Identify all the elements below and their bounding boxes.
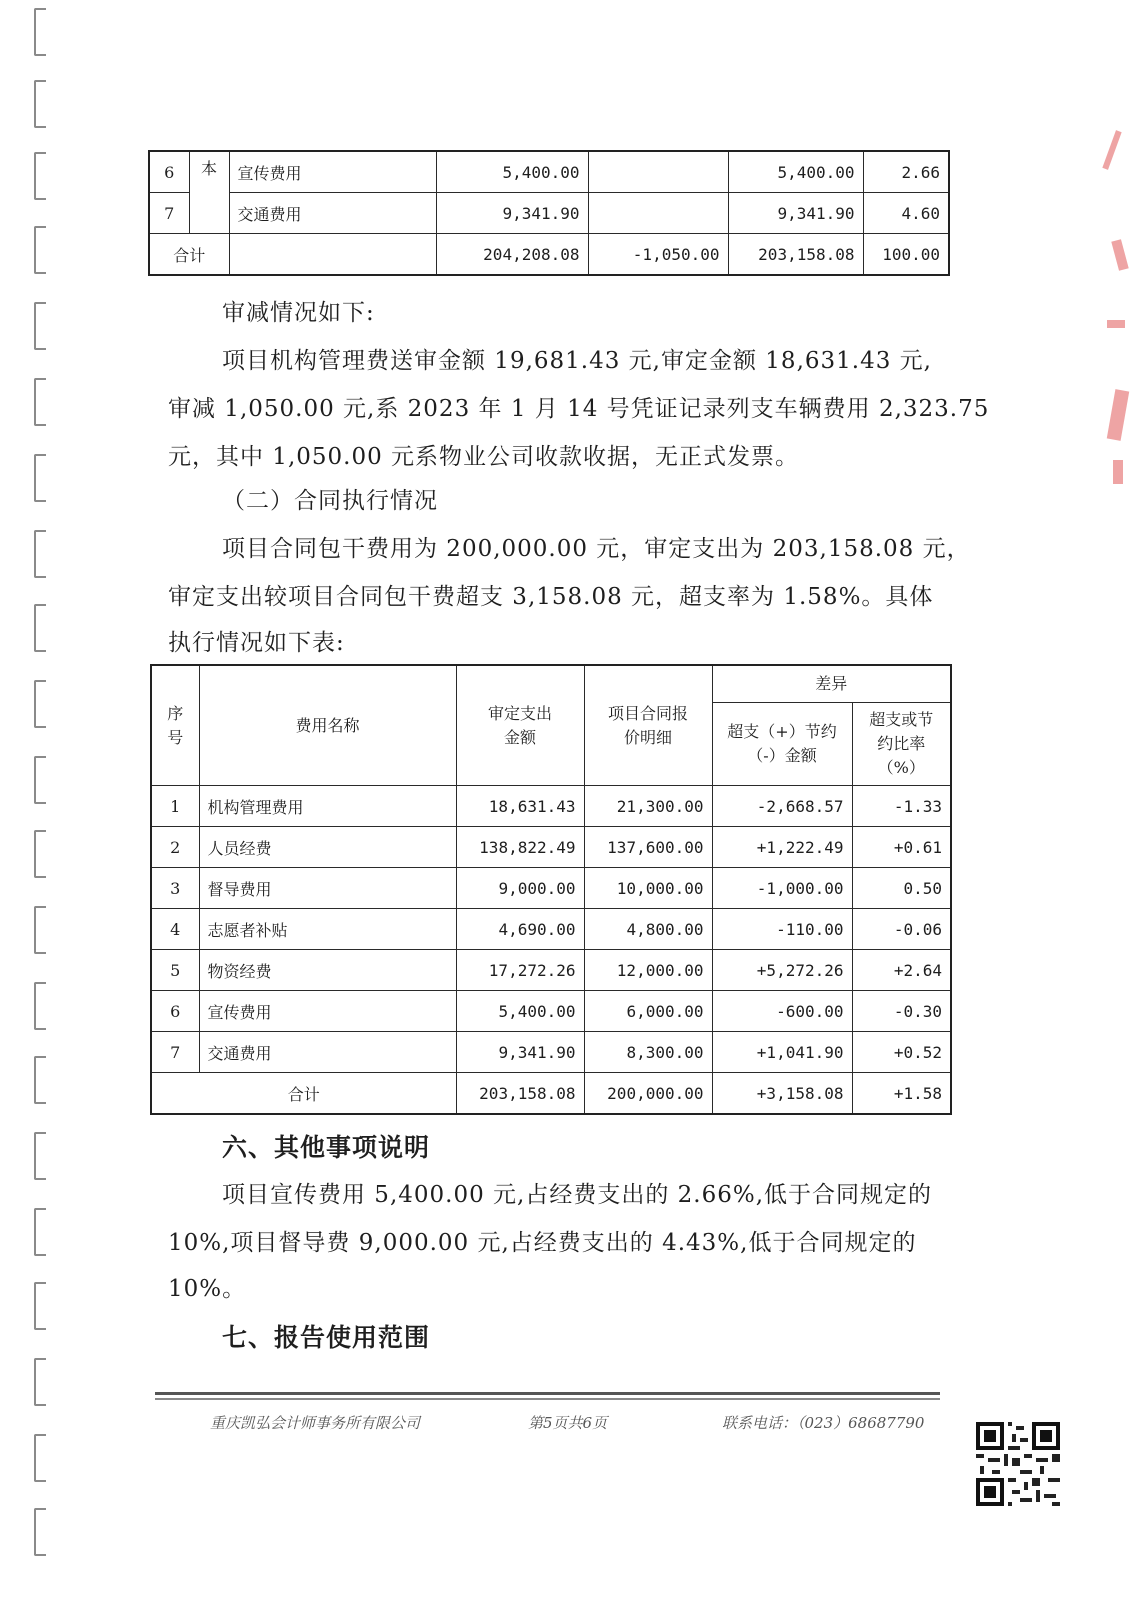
paragraph-line: 项目机构管理费送审金额 19,681.43 元,审定金额 18,631.43 元,	[222, 348, 932, 374]
qr-code-icon	[972, 1418, 1064, 1510]
row-name: 督导费用	[199, 868, 456, 909]
subsection-title: （二）合同执行情况	[222, 488, 438, 514]
paragraph-line: 审定支出较项目合同包干费超支 3,158.08 元，超支率为 1.58%。具体	[168, 584, 934, 610]
row-reduction	[588, 193, 728, 234]
table-row	[151, 868, 951, 909]
row-group: 本	[189, 151, 229, 234]
row-diff: -1,000.00	[712, 868, 852, 909]
row-diff: +1,222.49	[712, 827, 852, 868]
row-name: 宣传费用	[199, 991, 456, 1032]
reduction-intro: 审减情况如下:	[222, 300, 375, 326]
total-diff: +3,158.08	[712, 1073, 852, 1115]
binding-holes	[30, 0, 52, 1600]
footer-phone: 联系电话：（023）68687790	[722, 1414, 925, 1432]
row-contract: 8,300.00	[584, 1032, 712, 1073]
row-no: 7	[151, 1032, 199, 1073]
total-pct: 100.00	[863, 234, 949, 276]
paragraph-line: 10%。	[168, 1276, 247, 1302]
row-ratio: +2.64	[852, 950, 951, 991]
row-approved: 18,631.43	[456, 786, 584, 827]
row-ratio: 0.50	[852, 868, 951, 909]
total-submitted: 204,208.08	[436, 234, 588, 276]
table-row	[149, 151, 949, 193]
audit-table-continued	[148, 150, 950, 276]
table-row	[149, 193, 949, 234]
table-row	[151, 909, 951, 950]
header-approved: 审定支出 金额	[456, 665, 584, 786]
row-no: 6	[151, 991, 199, 1032]
paragraph-line: 项目宣传费用 5,400.00 元,占经费支出的 2.66%,低于合同规定的	[222, 1182, 933, 1208]
paragraph-line: 执行情况如下表:	[168, 630, 345, 656]
row-diff: -600.00	[712, 991, 852, 1032]
row-diff: -110.00	[712, 909, 852, 950]
footer-divider	[155, 1392, 940, 1395]
header-diff-ratio: 超支或节 约比率 （%）	[852, 703, 951, 786]
row-ratio: +0.61	[852, 827, 951, 868]
paragraph-line: 元，其中 1,050.00 元系物业公司收款收据，无正式发票。	[168, 444, 800, 470]
row-ratio: -0.30	[852, 991, 951, 1032]
row-no: 2	[151, 827, 199, 868]
footer-page-number: 第5页共6页	[528, 1414, 608, 1432]
row-approved: 9,000.00	[456, 868, 584, 909]
row-no: 1	[151, 786, 199, 827]
section-heading-report-scope: 七、报告使用范围	[222, 1323, 431, 1352]
total-reduction: -1,050.00	[588, 234, 728, 276]
row-no: 5	[151, 950, 199, 991]
row-pct: 4.60	[863, 193, 949, 234]
total-approved: 203,158.08	[728, 234, 863, 276]
row-name: 交通费用	[199, 1032, 456, 1073]
row-diff: +5,272.26	[712, 950, 852, 991]
footer-divider	[155, 1398, 940, 1400]
row-approved: 5,400.00	[456, 991, 584, 1032]
footer-company: 重庆凯弘会计师事务所有限公司	[210, 1414, 421, 1432]
row-approved: 9,341.90	[456, 1032, 584, 1073]
row-name: 物资经费	[199, 950, 456, 991]
row-approved: 9,341.90	[728, 193, 863, 234]
section-heading-other-matters: 六、其他事项说明	[222, 1133, 431, 1162]
total-label: 合计	[149, 234, 229, 276]
total-ratio: +1.58	[852, 1073, 951, 1115]
table-total-row	[149, 234, 949, 276]
paragraph-line: 审减 1,050.00 元,系 2023 年 1 月 14 号凭证记录列支车辆费用 2,323.75	[168, 396, 990, 422]
total-label: 合计	[151, 1073, 456, 1115]
row-contract: 21,300.00	[584, 786, 712, 827]
row-approved: 17,272.26	[456, 950, 584, 991]
table-row	[151, 991, 951, 1032]
header-diff: 差异	[712, 665, 951, 703]
table-row	[151, 1032, 951, 1073]
row-name: 交通费用	[229, 193, 436, 234]
paragraph-line: 10%,项目督导费 9,000.00 元,占经费支出的 4.43%,低于合同规定的	[168, 1230, 917, 1256]
row-approved: 138,822.49	[456, 827, 584, 868]
row-name: 机构管理费用	[199, 786, 456, 827]
row-ratio: +0.52	[852, 1032, 951, 1073]
row-name: 志愿者补贴	[199, 909, 456, 950]
header-contract: 项目合同报 价明细	[584, 665, 712, 786]
row-contract: 137,600.00	[584, 827, 712, 868]
table-row	[151, 786, 951, 827]
row-contract: 10,000.00	[584, 868, 712, 909]
row-submitted: 5,400.00	[436, 151, 588, 193]
table-row	[151, 827, 951, 868]
paragraph-line: 项目合同包干费用为 200,000.00 元，审定支出为 203,158.08 元，	[222, 536, 971, 562]
row-reduction	[588, 151, 728, 193]
row-no: 7	[149, 193, 189, 234]
row-ratio: -1.33	[852, 786, 951, 827]
row-diff: -2,668.57	[712, 786, 852, 827]
row-submitted: 9,341.90	[436, 193, 588, 234]
row-contract: 6,000.00	[584, 991, 712, 1032]
total-approved: 203,158.08	[456, 1073, 584, 1115]
table-header-row	[151, 665, 951, 703]
row-name: 宣传费用	[229, 151, 436, 193]
seal-stamp	[1101, 120, 1131, 500]
row-no: 3	[151, 868, 199, 909]
row-name: 人员经费	[199, 827, 456, 868]
row-no: 6	[149, 151, 189, 193]
row-diff: +1,041.90	[712, 1032, 852, 1073]
row-ratio: -0.06	[852, 909, 951, 950]
table-row	[151, 950, 951, 991]
table-total-row	[151, 1073, 951, 1115]
row-approved: 5,400.00	[728, 151, 863, 193]
total-contract: 200,000.00	[584, 1073, 712, 1115]
contract-execution-table	[150, 664, 952, 1115]
row-approved: 4,690.00	[456, 909, 584, 950]
row-contract: 4,800.00	[584, 909, 712, 950]
row-contract: 12,000.00	[584, 950, 712, 991]
row-no: 4	[151, 909, 199, 950]
header-diff-amount: 超支（+）节约 （-）金额	[712, 703, 852, 786]
header-name: 费用名称	[199, 665, 456, 786]
header-no: 序 号	[151, 665, 199, 786]
row-pct: 2.66	[863, 151, 949, 193]
